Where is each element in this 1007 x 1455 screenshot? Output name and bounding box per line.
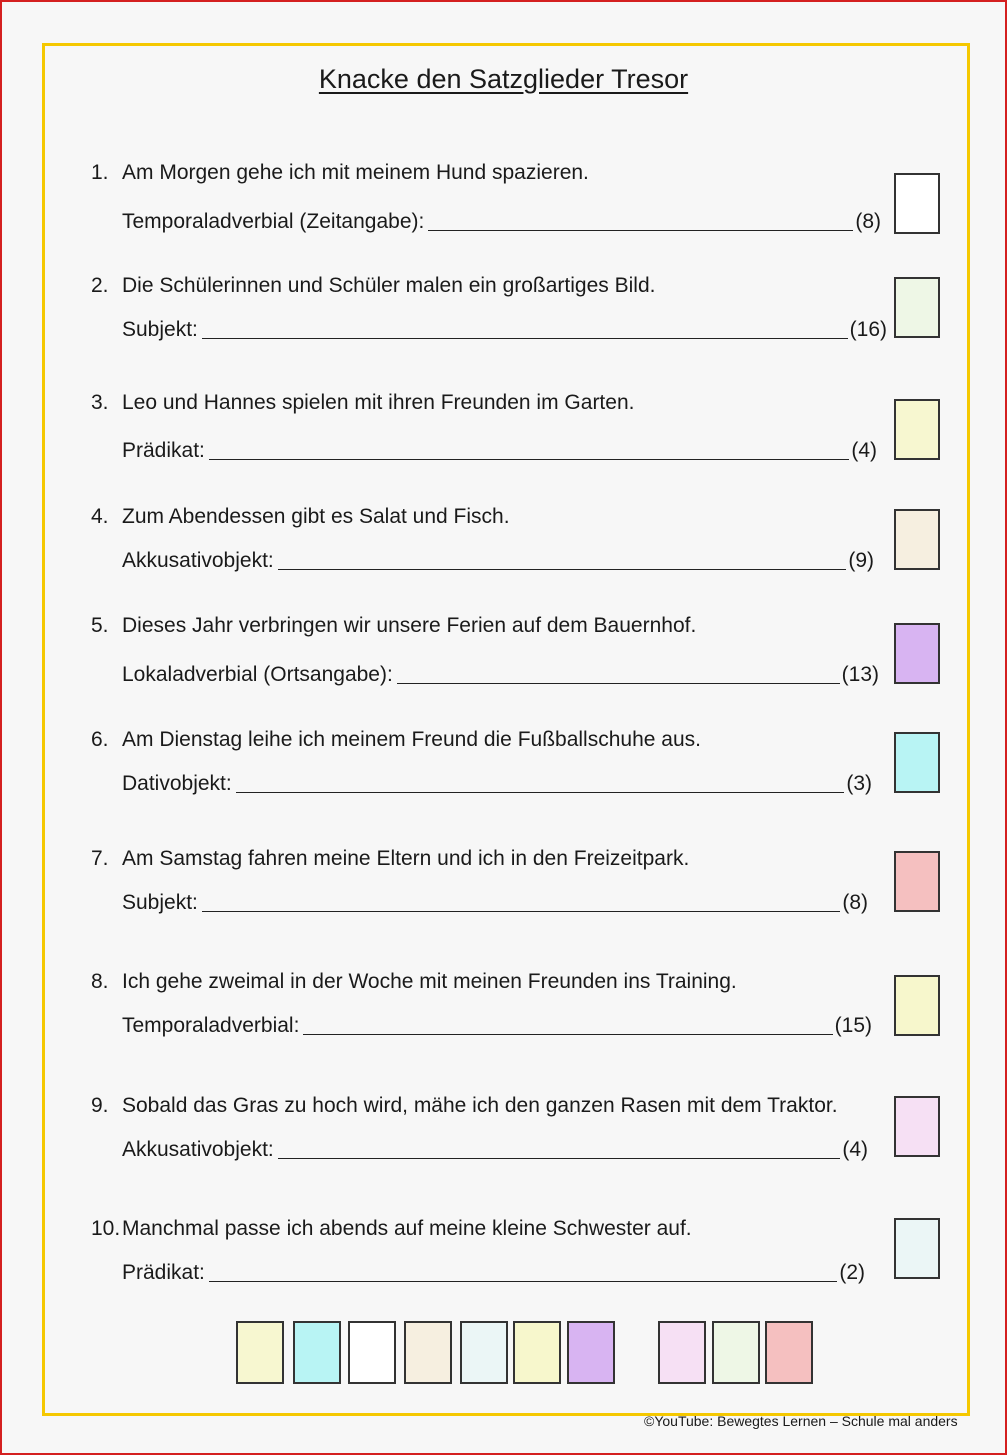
answer-color-box xyxy=(894,623,940,684)
answer-points: (3) xyxy=(846,772,872,795)
task-number: 7. xyxy=(91,847,109,870)
task-item xyxy=(0,1093,1007,1213)
task-sentence: Leo und Hannes spielen mit ihren Freunden im Garten. xyxy=(122,391,635,414)
answer-blank[interactable] xyxy=(236,772,845,793)
answer-points: (15) xyxy=(834,1014,872,1037)
task-number: 2. xyxy=(91,274,109,297)
answer-color-box xyxy=(894,732,940,793)
answer-color-box xyxy=(894,975,940,1036)
answer-points: (8) xyxy=(855,210,881,233)
color-key-box xyxy=(236,1321,284,1384)
color-key-box xyxy=(765,1321,813,1384)
task-number: 10. xyxy=(91,1217,121,1240)
task-item xyxy=(0,846,1007,966)
answer-blank[interactable] xyxy=(209,1261,837,1282)
answer-color-box xyxy=(894,399,940,460)
task-number: 9. xyxy=(91,1094,109,1117)
answer-label: Prädikat: xyxy=(122,439,205,462)
answer-blank[interactable] xyxy=(278,1138,841,1159)
answer-label: Akkusativobjekt: xyxy=(122,1138,274,1161)
task-number: 5. xyxy=(91,614,109,637)
answer-line xyxy=(122,662,879,688)
task-number: 6. xyxy=(91,728,109,751)
task-number: 4. xyxy=(91,505,109,528)
task-sentence: Zum Abendessen gibt es Salat und Fisch. xyxy=(122,505,510,528)
answer-line xyxy=(122,548,874,574)
answer-blank[interactable] xyxy=(278,549,847,570)
task-sentence: Am Dienstag leihe ich meinem Freund die Fußballschuhe aus. xyxy=(122,728,701,751)
task-item xyxy=(0,273,1007,393)
answer-label: Subjekt: xyxy=(122,891,198,914)
task-sentence: Am Morgen gehe ich mit meinem Hund spazieren. xyxy=(122,161,589,184)
answer-color-box xyxy=(894,851,940,912)
answer-label: Dativobjekt: xyxy=(122,772,232,795)
answer-points: (16) xyxy=(849,318,887,341)
answer-label: Lokaladverbial (Ortsangabe): xyxy=(122,663,393,686)
color-key-box xyxy=(658,1321,706,1384)
task-item xyxy=(0,613,1007,733)
answer-line xyxy=(122,771,872,797)
answer-points: (4) xyxy=(851,439,877,462)
answer-blank[interactable] xyxy=(202,318,848,339)
task-item xyxy=(0,727,1007,847)
answer-label: Akkusativobjekt: xyxy=(122,549,274,572)
task-item xyxy=(0,969,1007,1089)
answer-line xyxy=(122,317,887,343)
answer-points: (13) xyxy=(841,663,879,686)
answer-blank[interactable] xyxy=(209,439,849,460)
task-item xyxy=(0,160,1007,280)
answer-label: Temporaladverbial: xyxy=(122,1014,300,1037)
task-number: 8. xyxy=(91,970,109,993)
answer-line xyxy=(122,438,877,464)
answer-line xyxy=(122,1260,865,1286)
worksheet-title: Knacke den Satzglieder Tresor xyxy=(318,64,689,94)
answer-blank[interactable] xyxy=(428,210,853,231)
color-key-box xyxy=(348,1321,396,1384)
color-key-box xyxy=(712,1321,760,1384)
answer-points: (8) xyxy=(842,891,868,914)
answer-label: Temporaladverbial (Zeitangabe): xyxy=(122,210,425,233)
task-sentence: Dieses Jahr verbringen wir unsere Ferien auf dem Bauernhof. xyxy=(122,614,697,637)
answer-line xyxy=(122,1137,868,1163)
task-sentence: Ich gehe zweimal in der Woche mit meinen Freunden ins Training. xyxy=(122,970,737,993)
answer-points: (9) xyxy=(848,549,874,572)
color-key-box xyxy=(567,1321,615,1384)
color-key-box xyxy=(513,1321,561,1384)
answer-points: (4) xyxy=(842,1138,868,1161)
task-item xyxy=(0,504,1007,624)
answer-line xyxy=(122,890,868,916)
answer-blank[interactable] xyxy=(202,891,840,912)
answer-color-box xyxy=(894,1096,940,1157)
task-number: 3. xyxy=(91,391,109,414)
answer-color-box xyxy=(894,277,940,338)
answer-blank[interactable] xyxy=(303,1014,832,1035)
task-sentence: Am Samstag fahren meine Eltern und ich in den Freizeitpark. xyxy=(122,847,690,870)
task-sentence: Manchmal passe ich abends auf meine kleine Schwester auf. xyxy=(122,1217,692,1240)
task-item xyxy=(0,1216,1007,1336)
color-key-box xyxy=(293,1321,341,1384)
color-key-box xyxy=(460,1321,508,1384)
answer-line xyxy=(122,209,881,235)
answer-color-box xyxy=(894,173,940,234)
copyright-credit: ©YouTube: Bewegtes Lernen – Schule mal anders xyxy=(644,1413,958,1429)
task-item xyxy=(0,390,1007,510)
color-key-box xyxy=(404,1321,452,1384)
answer-blank[interactable] xyxy=(397,663,840,684)
answer-label: Subjekt: xyxy=(122,318,198,341)
answer-label: Prädikat: xyxy=(122,1261,205,1284)
answer-color-box xyxy=(894,1218,940,1279)
task-number: 1. xyxy=(91,161,109,184)
task-sentence: Die Schülerinnen und Schüler malen ein großartiges Bild. xyxy=(122,274,656,297)
task-sentence: Sobald das Gras zu hoch wird, mähe ich den ganzen Rasen mit dem Traktor. xyxy=(122,1094,838,1117)
answer-line xyxy=(122,1013,872,1039)
answer-color-box xyxy=(894,509,940,570)
answer-points: (2) xyxy=(839,1261,865,1284)
